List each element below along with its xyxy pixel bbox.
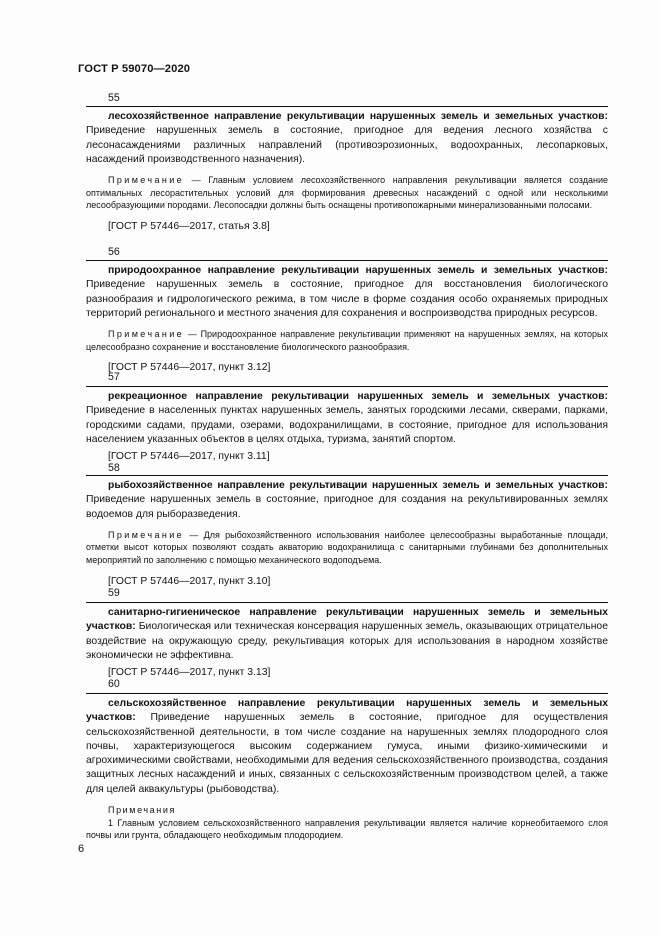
definition-text: Приведение нарушенных земель в состояние, пригодное для осуществления сельскохозяйственной деятельности, в том числе создание на нарушенных землях плодородного слоя почвы, характеризующегося высоким содержанием гумуса, иными физико-химическими и агрохимическими свойствами, необходимыми для ведения сельскохозяйственного производства, создания защитных лесных насаждений и иных, связанных с сельскохозяйственным производством целей, а также для целей аквакультуры (рыбоводства).: [86, 712, 608, 795]
source-reference: [ГОСТ Р 57446—2017, пункт 3.13]: [108, 667, 271, 679]
note-text: — Для рыбохозяйственного использования наиболее целесообразны выработанные площади, отметки высот которых позволяют создать акваторию водохранилища с санитарными глубинами без дополнительных мероприятий по заполнению с помощью механического водоподъема.: [86, 529, 608, 566]
term-definition: [86, 697, 608, 797]
term-title: лесохозяйственное направление рекультивации нарушенных земель и земельных участков:: [108, 111, 608, 122]
definition-text: Приведение нарушенных земель в состояние, пригодное для создания на рекультивированных землях водоемов для рыборазведения.: [86, 494, 608, 520]
term-entry-59: [86, 602, 608, 680]
term-definition: [86, 606, 608, 663]
source-reference: [ГОСТ Р 57446—2017, пункт 3.10]: [108, 575, 271, 587]
document-code: ГОСТ Р 59070—2020: [78, 63, 191, 75]
divider: [86, 602, 608, 603]
note-label: Примечание: [108, 329, 185, 340]
divider: [86, 106, 608, 107]
term-definition: [86, 390, 608, 447]
note-text: — Главным условием лесохозяйственного направления рекультивации является создание оптимальных лесорастительных условий для формирования древесных насаждений с одной или несколькими лесообразующими породами. Лесопосадки должны быть оснащены противопожарными минерализованными полосами.: [86, 175, 608, 211]
term-definition: [86, 479, 608, 522]
term-entry-56: [86, 260, 608, 375]
divider: [86, 693, 608, 694]
term-number-55: 55: [108, 92, 120, 104]
term-entry-57: [86, 386, 608, 464]
note-text: — Природоохранное направление рекультивации применяют на нарушенных землях, на которых целесообразно сохранение и восстановление биологического разнообразия.: [86, 329, 608, 352]
note: [86, 328, 608, 353]
term-title: санитарно-гигиеническое направление рекультивации нарушенных земель и земельных участков:: [86, 607, 608, 633]
definition-text: Приведение нарушенных земель в состояние, пригодное для ведения лесного хозяйства с лесонасаждениями различных направлений (противоэрозионных, водоохранных, лесопарковых, насаждений производственного назначения).: [86, 125, 608, 165]
term-number-59: 59: [108, 587, 120, 599]
definition-text: Приведение нарушенных земель в состояние, пригодное для восстановления биологического разнообразия и гидрологического режима, в том числе в форме создания особо охраняемых природных территорий регионального и местного значения для сохранения и воспроизводства природных ресурсов.: [86, 279, 608, 319]
term-definition: [86, 110, 608, 167]
page-number: 6: [78, 843, 85, 855]
term-definition: [86, 264, 608, 321]
term-entry-55: [86, 106, 608, 234]
term-entry-58: [86, 475, 608, 589]
note-label: Примечание: [108, 529, 185, 540]
term-title: рекреационное направление рекультивации нарушенных земель и земельных участков:: [108, 391, 608, 402]
source-reference: [ГОСТ Р 57446—2017, пункт 3.12]: [108, 362, 271, 374]
divider: [86, 386, 608, 387]
term-title: рыбохозяйственное направление рекультивации нарушенных земель и земельных участков:: [108, 480, 608, 491]
note-label: Примечание: [108, 175, 185, 186]
note: [86, 529, 608, 567]
term-number-56: 56: [108, 246, 120, 258]
term-number-58: 58: [108, 462, 120, 474]
term-number-60: 60: [108, 678, 120, 690]
term-title: природоохранное направление рекультивации нарушенных земель и земельных участков:: [108, 265, 608, 276]
source-reference: [ГОСТ Р 57446—2017, статья 3.8]: [108, 220, 270, 232]
term-number-57: 57: [108, 371, 120, 383]
divider: [86, 260, 608, 261]
note: [86, 174, 608, 212]
term-title: сельскохозяйственное направление рекультивации нарушенных земель и земельных участков:: [86, 698, 608, 724]
term-entry-60: [86, 693, 608, 842]
divider: [86, 475, 608, 476]
definition-text: Приведение в населенных пунктах нарушенных земель, занятых городскими лесами, скверами, парками, городскими садами, прудами, озерами, водохранилищами, в состояние, пригодное для использования населением указанных объектов в целях отдыха, туризма, занятий спортом.: [86, 405, 608, 445]
notes-heading: Примечания: [108, 805, 176, 816]
note-item: 1 Главным условием сельскохозяйственного направления рекультивации является наличие корнеобитаемого слоя почвы или грунта, обладающего необходимым плодородием.: [86, 817, 608, 841]
source-reference: [ГОСТ Р 57446—2017, пункт 3.11]: [108, 451, 270, 463]
definition-text: Биологическая или техническая консервация нарушенных земель, оказывающих отрицательное воздействие на окружающую среду, рекультивация которых для использования в народном хозяйстве экономически не эффективна.: [86, 621, 608, 661]
